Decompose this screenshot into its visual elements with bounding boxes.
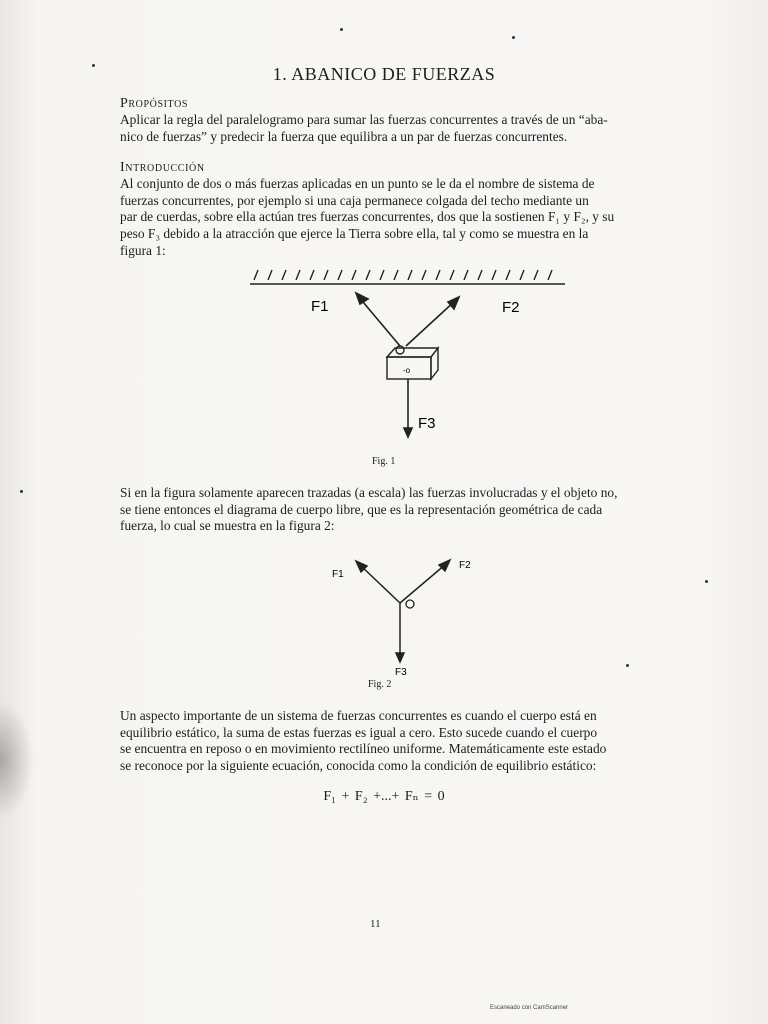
rope-f2 xyxy=(406,297,459,346)
text-line: fuerza, lo cual se muestra en la figura 2: xyxy=(120,518,335,534)
text-line: equilibrio estático, la suma de estas fuerzas es igual a cero. Esto sucede cuando el cuerpo xyxy=(120,724,598,740)
purposes-heading: Propósitos xyxy=(120,96,189,111)
scanner-watermark: Escaneado con CamScanner xyxy=(490,1005,569,1011)
equilibrium-equation: F₁ + F₂ +...+ Fₙ = 0 xyxy=(323,789,445,804)
weight-arrow-f3 xyxy=(404,379,412,437)
label-f3: F3 xyxy=(395,667,407,678)
text-line: figura 1: xyxy=(120,242,166,258)
text-line: par de cuerdas, sobre ella actúan tres fuerzas concurrentes, dos que la sostienen F₁ y F₂, y su xyxy=(120,209,615,225)
label-f2: F2 xyxy=(459,560,471,571)
label-f2: F2 xyxy=(502,299,520,316)
vector-f2 xyxy=(400,560,450,603)
figure-1-caption: Fig. 1 xyxy=(372,456,396,467)
figure-2-diagram xyxy=(320,555,490,685)
scan-speck xyxy=(705,580,708,583)
text-line: se reconoce por la siguiente ecuación, conocida como la condición de equilibrio estático: xyxy=(120,758,597,774)
body-point xyxy=(406,600,414,608)
text-line: Al conjunto de dos o más fuerzas aplicadas en un punto se le da el nombre de sistema de xyxy=(120,176,595,191)
label-f3: F3 xyxy=(418,415,436,432)
figure-2-caption: Fig. 2 xyxy=(368,679,392,690)
scan-speck xyxy=(340,28,343,31)
figure-1-diagram xyxy=(240,262,570,442)
text-line: Un aspecto importante de un sistema de fuerzas concurrentes es cuando el cuerpo está en xyxy=(120,708,597,723)
text-line: fuerzas concurrentes, por ejemplo si una caja permanece colgada del techo mediante un xyxy=(120,192,589,208)
text-line: se tiene entonces el diagrama de cuerpo libre, que es la representación geométrica de cada xyxy=(120,501,603,517)
purposes-paragraph xyxy=(120,112,648,145)
box-label: -o xyxy=(403,366,411,375)
hanging-box xyxy=(387,346,438,379)
equilibrium-paragraph xyxy=(120,708,648,775)
page-title: 1. ABANICO DE FUERZAS xyxy=(272,64,496,84)
ceiling-hatching xyxy=(250,270,565,284)
text-line: nico de fuerzas” y predecir la fuerza que equilibra a un par de fuerzas concurrentes. xyxy=(120,128,568,144)
free-body-paragraph xyxy=(120,485,648,535)
introduction-paragraph xyxy=(120,176,648,260)
scan-speck xyxy=(20,490,23,493)
label-f1: F1 xyxy=(332,569,344,580)
vector-f1 xyxy=(356,561,400,603)
text-line: peso F₃ debido a la atracción que ejerce la Tierra sobre ella, tal y como se muestra en la xyxy=(120,226,589,242)
scan-speck xyxy=(512,36,515,39)
text-line: se encuentra en reposo o en movimiento rectilíneo uniforme. Matemáticamente este estado xyxy=(120,741,607,757)
page-number: 11 xyxy=(370,918,381,930)
text-line: Aplicar la regla del paralelogramo para sumar las fuerzas concurrentes a través de un “aba- xyxy=(120,112,608,127)
vector-f3 xyxy=(396,603,404,662)
rope-f1 xyxy=(356,293,400,346)
text-line: Si en la figura solamente aparecen trazadas (a escala) las fuerzas involucradas y el objeto no, xyxy=(120,485,618,500)
scan-speck xyxy=(626,664,629,667)
introduction-heading: Introducción xyxy=(120,160,205,175)
label-f1: F1 xyxy=(311,298,329,315)
